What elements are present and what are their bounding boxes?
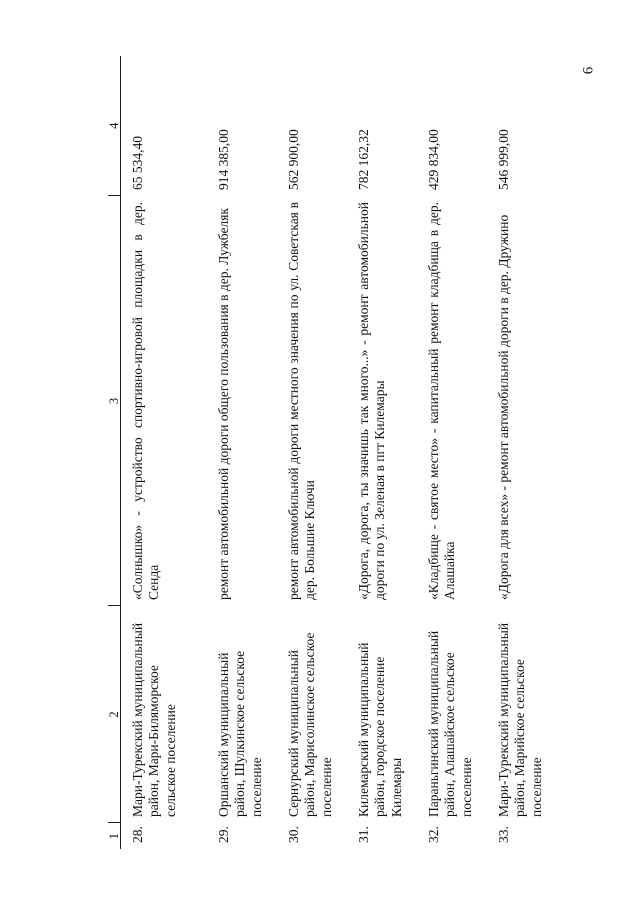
project-cell: ремонт автомобильной дороги общего пользования в дер. Лужбеляк [216, 208, 231, 600]
amount-cell: 546 999,00 [496, 129, 511, 190]
project-cell: «Кладбище - святое место» - капитальный ремонт кладбища в дер. Алашайка [426, 202, 458, 600]
municipality-cell: Килемарский муниципальный район, городское поселение Килемары [356, 642, 404, 817]
header-col-4: 4 [108, 56, 121, 196]
row-number: 30. [286, 826, 301, 843]
row-number: 28. [130, 826, 145, 843]
row-number: 32. [426, 826, 441, 843]
municipality-cell: Сернурский муниципальный район, Марисолинское сельское поселение [286, 632, 334, 817]
rotated-table-container [108, 56, 542, 849]
page-number: 6 [580, 66, 597, 75]
project-cell: ремонт автомобильной дороги местного значения по ул. Советская в дер. Большие Ключи [286, 202, 318, 600]
table-header-row [108, 56, 121, 849]
header-col-3: 3 [108, 196, 121, 606]
header-col-2: 2 [108, 606, 121, 823]
row-number: 29. [216, 826, 231, 843]
table-row [491, 56, 561, 849]
header-col-1: 1 [108, 823, 121, 849]
table-row [421, 56, 491, 849]
amount-cell: 429 834,00 [426, 129, 441, 190]
table-row [351, 56, 421, 849]
table-row [121, 56, 212, 849]
amount-cell: 562 900,00 [286, 129, 301, 190]
project-cell: «Солнышко» - устройство спортивно-игровой площадки в дер. Сенда [130, 202, 162, 600]
amount-cell: 65 534,40 [130, 136, 145, 190]
amount-cell: 914 385,00 [216, 129, 231, 190]
table-row [211, 56, 281, 849]
projects-table [108, 56, 561, 849]
row-number: 31. [356, 826, 371, 843]
municipality-cell: Параньгинский муниципальный район, Алашайское сельское поселение [426, 630, 474, 817]
table-row [281, 56, 351, 849]
row-number: 33. [496, 826, 511, 843]
project-cell: «Дорога для всех» - ремонт автомобильной дороги в дер. Дружино [496, 214, 511, 600]
municipality-cell: Оршанский муниципальный район, Шулкинское сельское поселение [216, 650, 264, 817]
municipality-cell: Мари-Турекский муниципальный район, Мари-Биляморское сельское поселение [130, 622, 178, 817]
project-cell: «Дорога, дорога, ты значишь так много...» - ремонт автомобильной дороги по ул. Зеленая в пгт Килемары [356, 202, 388, 600]
municipality-cell: Мари-Турекский муниципальный район, Марийское сельское поселение [496, 622, 544, 817]
amount-cell: 782 162,32 [356, 129, 371, 190]
